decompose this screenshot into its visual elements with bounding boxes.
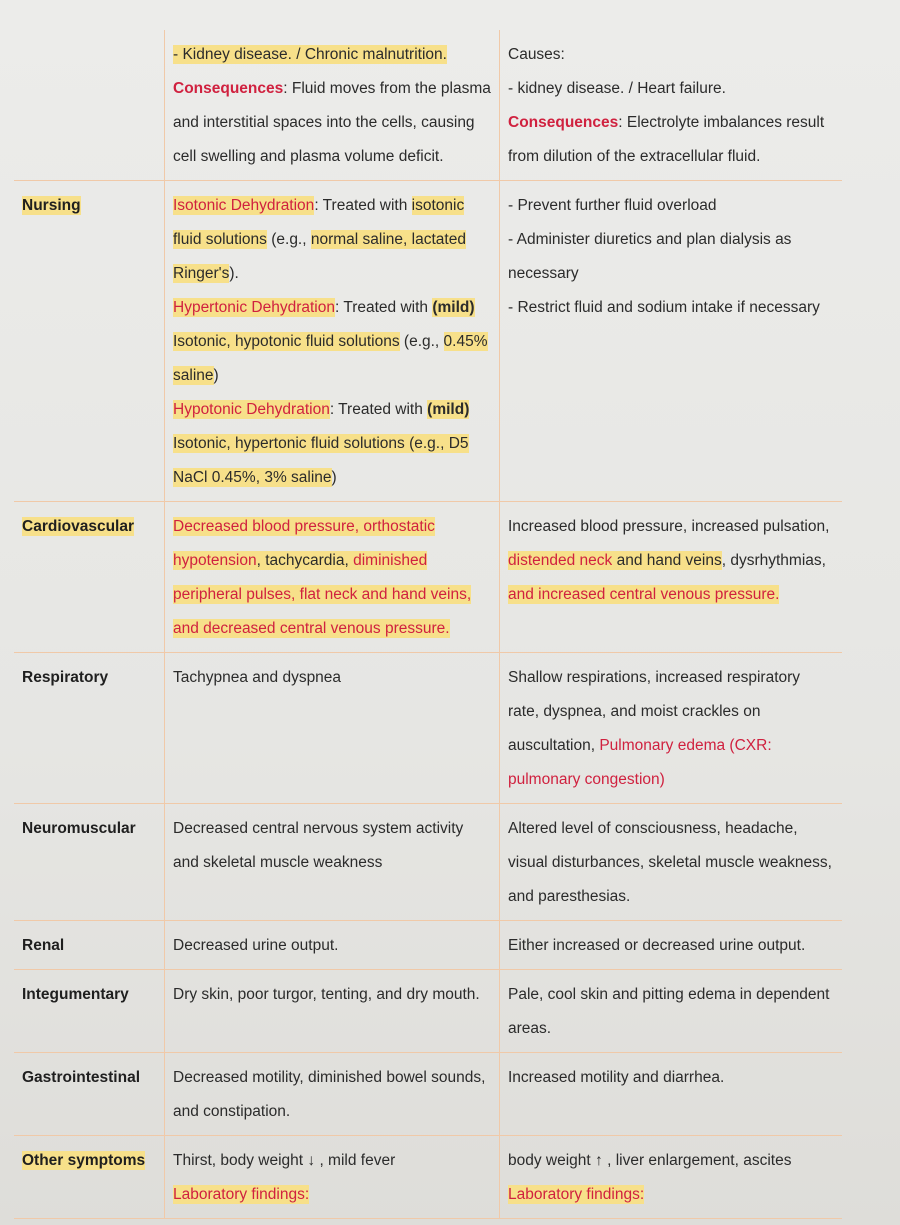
cell-resp-excess: [500, 653, 843, 804]
text: : Treated with: [334, 299, 433, 316]
text: ).: [229, 265, 239, 282]
text: ): [331, 469, 337, 486]
renal-label: Renal: [22, 937, 65, 954]
respiratory-label: Respiratory: [22, 669, 109, 686]
cell-overload-causes: [500, 30, 843, 181]
text: Isotonic, hypertonic fluid solutions: [173, 435, 405, 452]
text: , tachycardia,: [256, 552, 354, 569]
text: ): [213, 367, 219, 384]
row-label: [14, 181, 165, 502]
list-item: - Prevent further fluid overload: [508, 197, 717, 214]
text: 0.45% saline: [173, 333, 488, 384]
laboratory-findings-label: Laboratory findings:: [508, 1186, 645, 1203]
table-row: [14, 970, 842, 1053]
cell-nursing-deficit: [165, 181, 500, 502]
table-row: [14, 921, 842, 970]
cell-gi-excess: Increased motility and diarrhea.: [500, 1053, 843, 1136]
text: Isotonic, hypotonic fluid solutions: [173, 333, 400, 350]
consequences-text: : Electrolyte imbalances result from dilution of the extracellular fluid.: [508, 114, 825, 165]
causes-heading: Causes:: [508, 46, 565, 63]
text: : Treated with: [314, 197, 412, 214]
cell-renal-deficit: Decreased urine output.: [165, 921, 500, 970]
cell-renal-excess: Either increased or decreased urine output.: [500, 921, 843, 970]
text: isotonic fluid solutions: [173, 197, 465, 248]
text: Decreased blood pressure, orthostatic hypotension: [173, 518, 435, 569]
list-item: - Administer diuretics and plan dialysis as necessary: [508, 231, 792, 282]
causes-text: - Kidney disease. / Chronic malnutrition.: [173, 46, 447, 63]
hypertonic-label: Hypertonic Dehydration: [173, 299, 335, 316]
cell-neuro-excess: Altered level of consciousness, headache, visual disturbances, skeletal muscle weakness, and paresthesias.: [500, 804, 843, 921]
cell-gi-deficit: Decreased motility, diminished bowel sounds, and constipation.: [165, 1053, 500, 1136]
cell-neuro-deficit: Decreased central nervous system activity and skeletal muscle weakness: [165, 804, 500, 921]
cell-integ-excess: Pale, cool skin and pitting edema in dependent areas.: [500, 970, 843, 1053]
row-label: [14, 921, 165, 970]
other-symptoms-label: Other symptoms: [22, 1152, 146, 1169]
text: normal saline, lactated Ringer's: [173, 231, 466, 282]
causes-text: - kidney disease. / Heart failure.: [508, 80, 726, 97]
integumentary-label: Integumentary: [22, 986, 129, 1003]
text: : Treated with: [329, 401, 428, 418]
text: (e.g., D5 NaCl 0.45%, 3% saline: [173, 435, 469, 486]
table-row: [14, 502, 842, 653]
text: body weight ↑ , liver enlargement, ascites: [508, 1152, 792, 1169]
cardiovascular-label: Cardiovascular: [22, 518, 134, 535]
row-label: [14, 30, 165, 181]
cell-other-deficit: [165, 1136, 500, 1219]
cell-hypotonic-causes: [165, 30, 500, 181]
consequences-label: Consequences: [508, 114, 619, 131]
row-label: [14, 502, 165, 653]
fluid-imbalance-table: [14, 30, 842, 1219]
table-row: [14, 653, 842, 804]
nursing-label: Nursing: [22, 197, 81, 214]
row-label: [14, 1136, 165, 1219]
cell-resp-deficit: Tachypnea and dyspnea: [165, 653, 500, 804]
table-row: [14, 30, 842, 181]
text: (mild): [432, 299, 475, 316]
row-label: [14, 1053, 165, 1136]
table-row: [14, 804, 842, 921]
table-row: [14, 181, 842, 502]
row-label: [14, 653, 165, 804]
list-item: - Restrict fluid and sodium intake if necessary: [508, 299, 820, 316]
consequences-text: : Fluid moves from the plasma and interstitial spaces into the cells, causing cell swelling and plasma volume deficit.: [173, 80, 491, 165]
laboratory-findings-label: Laboratory findings:: [173, 1186, 310, 1203]
text: and increased central venous pressure.: [508, 586, 780, 603]
consequences-label: Consequences: [173, 80, 284, 97]
table-row: [14, 1136, 842, 1219]
text: Pulmonary edema (CXR: pulmonary congestion): [508, 737, 772, 788]
text: Thirst, body weight ↓ , mild fever: [173, 1152, 396, 1169]
hypotonic-label: Hypotonic Dehydration: [173, 401, 330, 418]
text: (mild): [427, 401, 470, 418]
cell-cardio-deficit: [165, 502, 500, 653]
cell-other-excess: [500, 1136, 843, 1219]
cell-cardio-excess: [500, 502, 843, 653]
text: Shallow respirations, increased respiratory rate, dyspnea, and moist crackles on auscultation,: [508, 669, 801, 754]
text: Increased blood pressure, increased pulsation,: [508, 518, 830, 535]
text: (e.g.,: [266, 231, 311, 248]
cell-integ-deficit: Dry skin, poor turgor, tenting, and dry mouth.: [165, 970, 500, 1053]
text: diminished peripheral pulses, flat neck and hand veins, and decreased central venous pressure.: [173, 552, 472, 637]
cell-nursing-excess: [500, 181, 843, 502]
text: distended neck: [508, 552, 613, 569]
table-row: [14, 1053, 842, 1136]
text: and hand veins: [612, 552, 722, 569]
gastrointestinal-label: Gastrointestinal: [22, 1069, 140, 1086]
row-label: [14, 804, 165, 921]
row-label: [14, 970, 165, 1053]
isotonic-label: Isotonic Dehydration: [173, 197, 315, 214]
neuromuscular-label: Neuromuscular: [22, 820, 136, 837]
text: (e.g.,: [399, 333, 444, 350]
text: , dysrhythmias,: [721, 552, 826, 569]
